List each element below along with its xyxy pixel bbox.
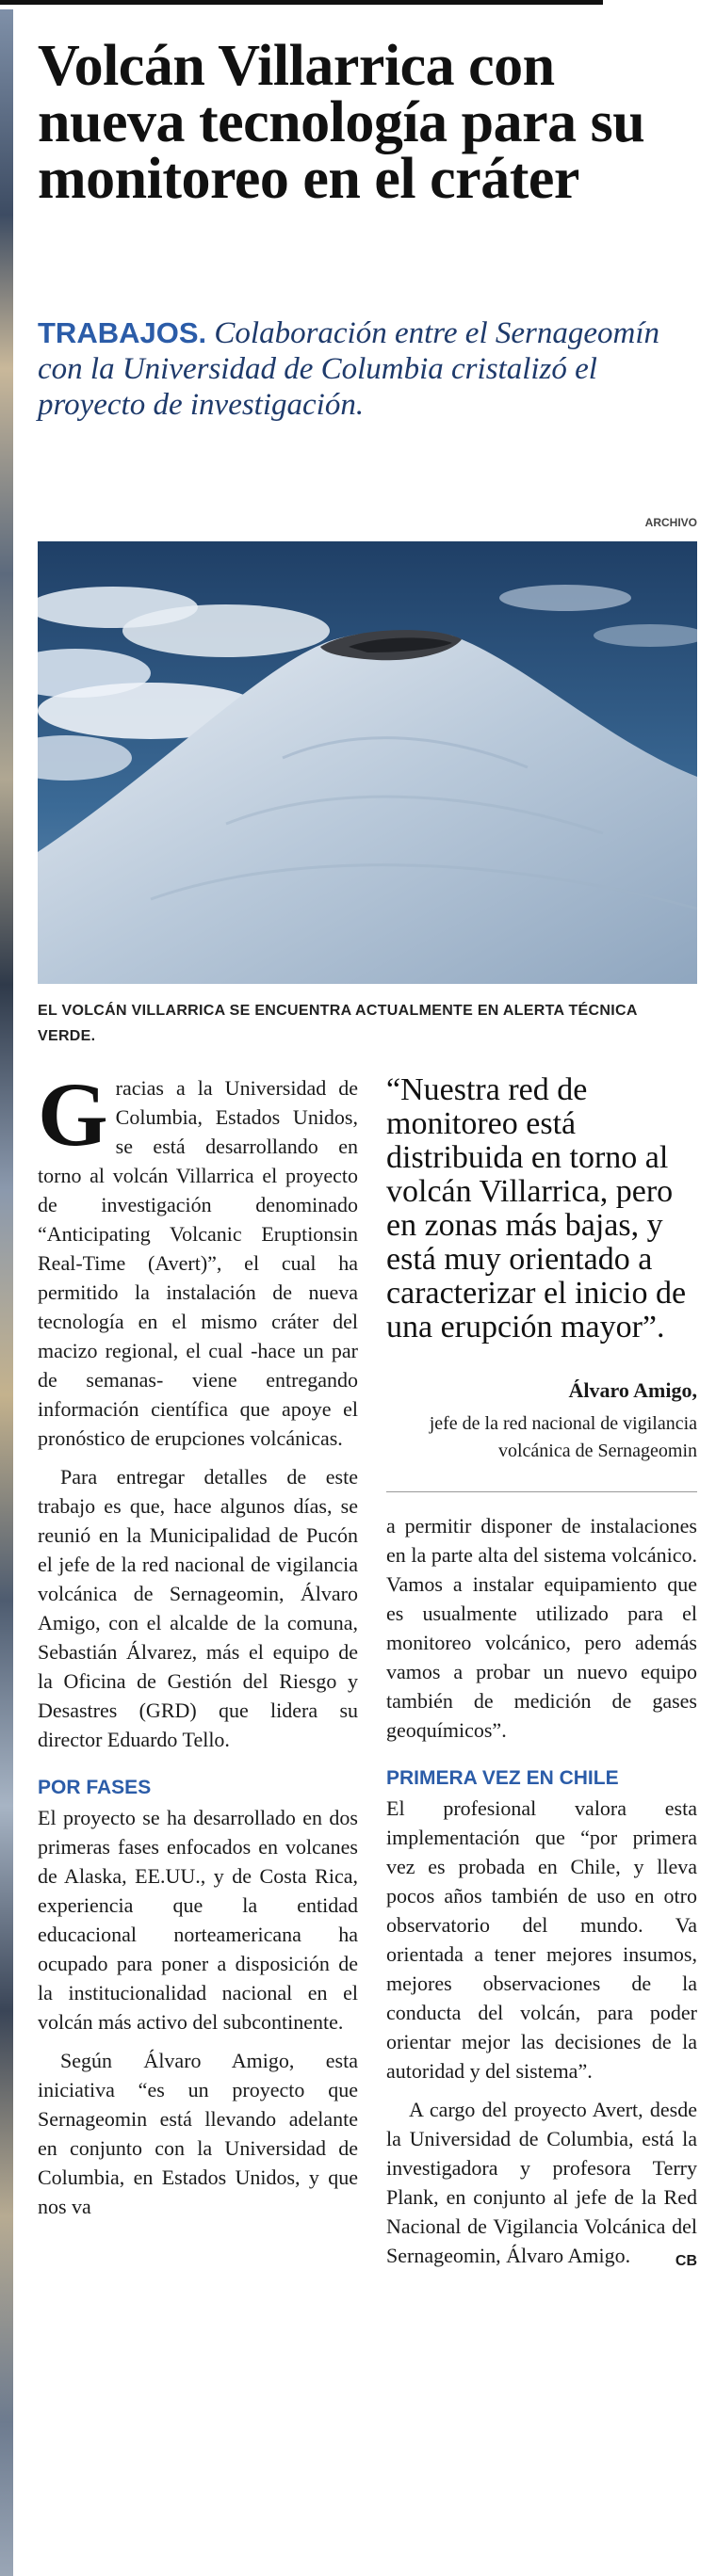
subhead xyxy=(38,315,697,423)
subhead-text: Colaboración entre el Sernageomín con la Universidad de Columbia cristalizó el proyecto de investigación. xyxy=(38,316,660,422)
subhead-kicker: TRABAJOS. xyxy=(38,316,207,349)
paragraph: Según Álvaro Amigo, esta iniciativa “es un proyecto que Sernageomin está llevando adelante en conjunto con la Universidad de Columbia, en Estados Unidos, y que nos va xyxy=(38,2049,358,2218)
attribution-role: jefe de la red nacional de vigilancia volcánica de Sernageomin xyxy=(429,1413,697,1461)
article xyxy=(38,0,697,2576)
attribution-name: Álvaro Amigo, xyxy=(568,1378,697,1402)
paragraph-intro xyxy=(38,1064,358,1453)
divider xyxy=(386,1491,697,1492)
section-heading-fases: POR FASES xyxy=(38,1777,152,1798)
paragraph: Para entregar detalles de este trabajo es que, hace algunos días, se reunió en la Municipalidad de Pucón el jefe de la red nacional de vigilancia volcánica de Sernageomin, Álvaro Amigo, con el alcalde de la comuna, Sebastián Álvarez, más el equipo de la Oficina de Gestión del Riesgo y Desastres (GRD) que lidera su director Eduardo Tello. xyxy=(38,1465,358,1751)
paragraph-text: A cargo del proyecto Avert, desde la Universidad de Columbia, está la investigadora y profesora Terry Plank, en conjunto al jefe de la Red Nacional de Vigilancia Volcánica del Sernageomin, Álvaro Amigo. xyxy=(386,2098,697,2267)
photo-credit: ARCHIVO xyxy=(644,516,697,529)
headline: Volcán Villarrica con nueva tecnología para su monitoreo en el cráter xyxy=(38,34,645,211)
quote-attribution xyxy=(386,1378,697,1465)
photo-caption: EL VOLCÁN VILLARRICA SE ENCUENTRA ACTUALMENTE EN ALERTA TÉCNICA VERDE. xyxy=(38,1003,638,1044)
section-heading-primera-vez: PRIMERA VEZ EN CHILE xyxy=(386,1767,619,1789)
end-mark: CB xyxy=(675,2253,697,2269)
column-right xyxy=(386,1073,697,2279)
paragraph: a permitir disponer de instalaciones en la parte alta del sistema volcánico. Vamos a instalar equipamiento que es usualmente utilizado para el monitoreo volcánico, pero además vamos a probar un nuevo equipo también de medición de gases geoquímicos”. xyxy=(386,1514,697,1742)
drop-cap: G xyxy=(38,1064,108,1165)
volcano-photo xyxy=(38,541,697,984)
paragraph xyxy=(386,2095,697,2270)
pull-quote: “Nuestra red de monitoreo está distribuida en torno al volcán Villarrica, pero en zonas más bajas, y está muy orientado a caracterizar el inicio de una erupción mayor”. xyxy=(386,1072,687,1344)
column-left xyxy=(38,1064,358,2230)
paragraph: El profesional valora esta implementación que “por primera vez es probada en Chile, y lleva pocos años también de uso en otro observatorio del mundo. Va orientada a tener mejores insumos, mejores observaciones de la conducta del volcán, para poder orientar mejor las decisiones de la autoridad y del sistema”. xyxy=(386,1796,697,2083)
paragraph: El proyecto se ha desarrollado en dos primeras fases enfocados en volcanes de Alaska, EE.UU., y de Costa Rica, experiencia que la entidad educacional norteamericana ha ocupado para poner a disposición de la institucionalidad nacional en el volcán más activo del subcontinente. xyxy=(38,1806,358,2034)
volcano-illustration xyxy=(38,541,697,984)
paragraph-intro-text: racias a la Universidad de Columbia, Estados Unidos, se está desarrollando en torno al volcán Villarrica el proyecto de investigación denominado “Anticipating Volcanic Eruptionsin Real-Time (Avert)”, el cual ha permitido la instalación de nueva tecnología en el mismo cráter del macizo regional, el cual -hace un par de semanas- viene entregando información científica que apoye el pronóstico de erupciones volcánicas. xyxy=(38,1076,358,1450)
adjacent-page-strip xyxy=(0,9,13,2576)
